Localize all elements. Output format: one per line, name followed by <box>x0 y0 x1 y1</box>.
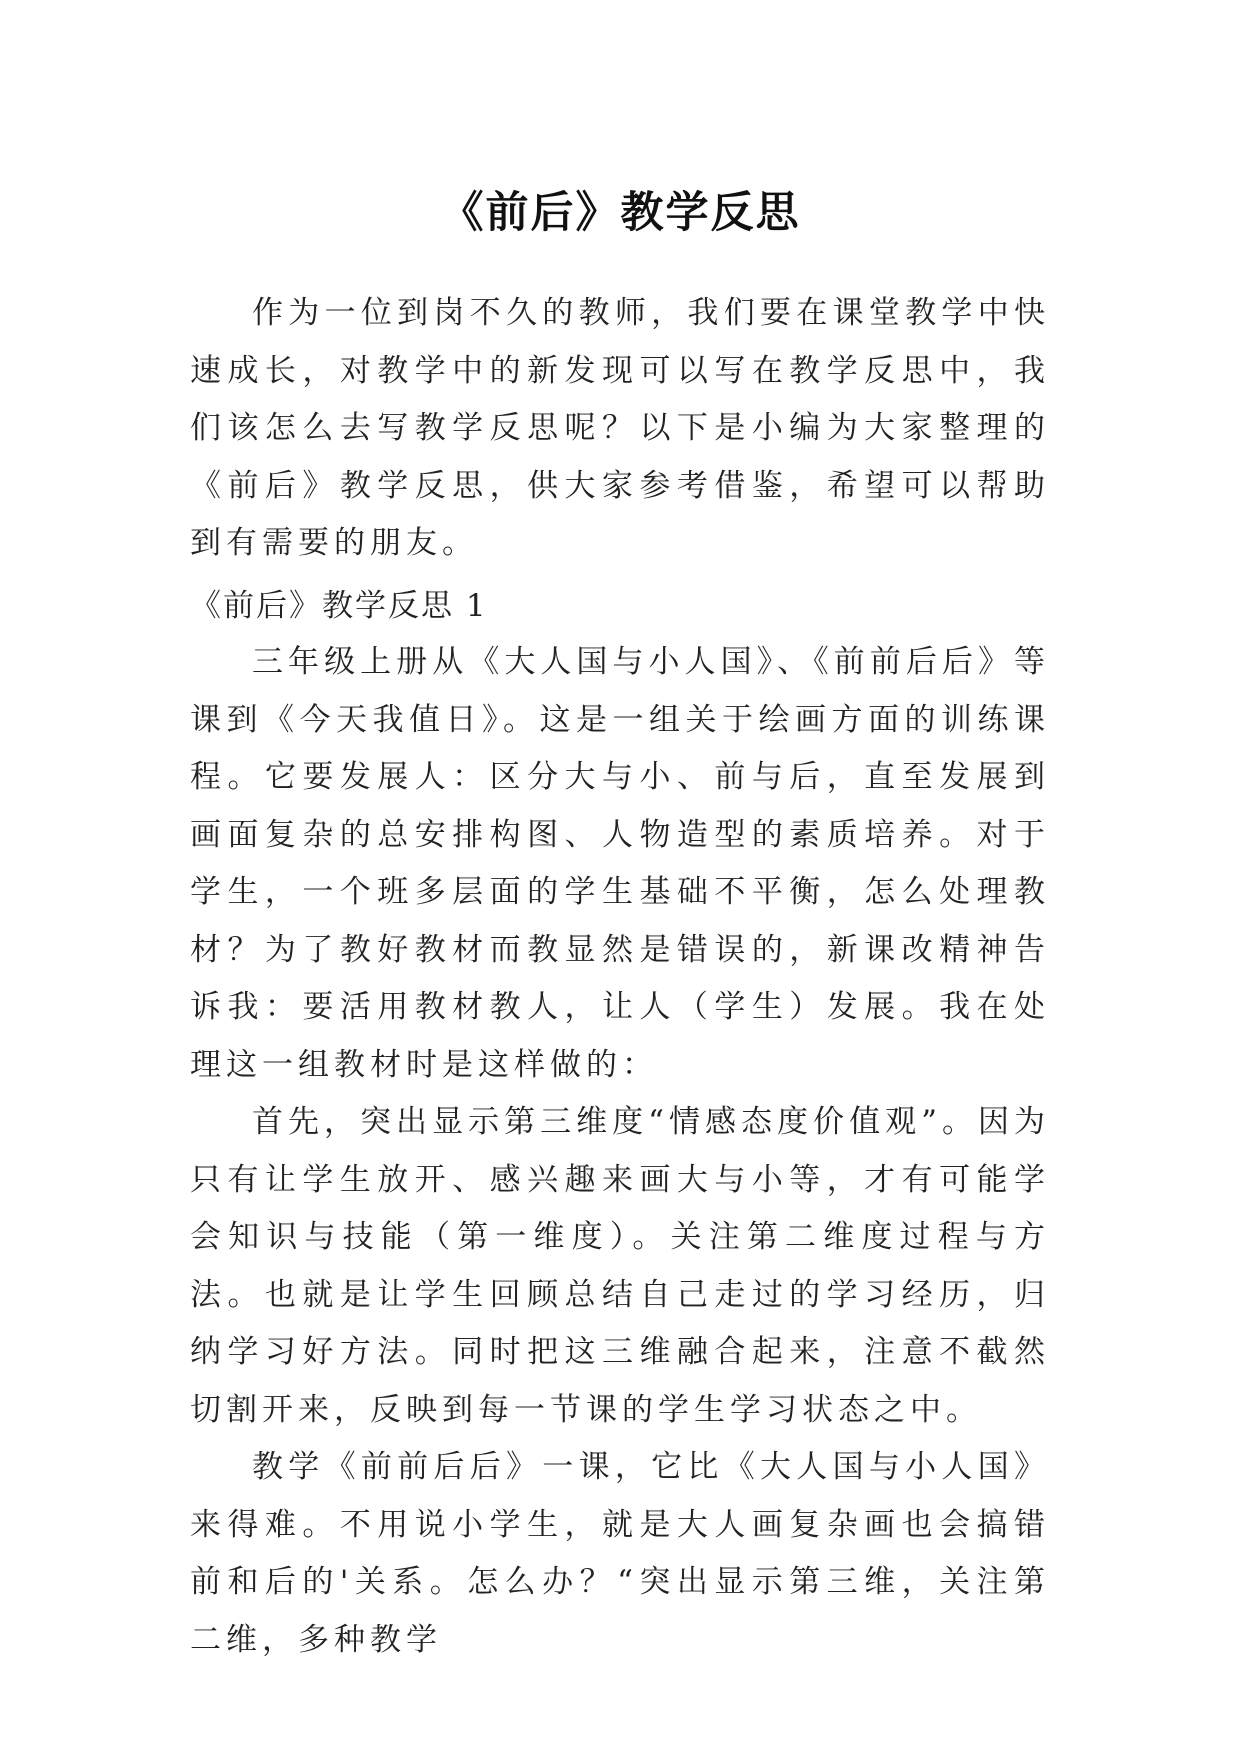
section-heading: 《前后》教学反思 1 <box>190 588 488 624</box>
intro-paragraph: 作为一位到岗不久的教师，我们要在课堂教学中快速成长，对教学中的新发现可以写在教学反思中，我们该怎么去写教学反思呢？以下是小编为大家整理的《前后》教学反思，供大家参考借鉴，希望可以帮助到有需要的朋友。 <box>190 295 1050 561</box>
section-body <box>190 634 1050 1669</box>
body-paragraph-3: 教学《前前后后》一课，它比《大人国与小人国》来得难。不用说小学生，就是大人画复杂画也会搞错前和后的'关系。怎么办？“突出显示第三维，关注第二维，多种教学 <box>190 1449 1050 1658</box>
body-paragraph-2: 首先，突出显示第三维度“情感态度价值观”。因为只有让学生放开、感兴趣来画大与小等，才有可能学会知识与技能（第一维度）。关注第二维度过程与方法。也就是让学生回顾总结自己走过的学习经历，归纳学习好方法。同时把这三维融合起来，注意不截然切割开来，反映到每一节课的学生学习状态之中。 <box>190 1104 1050 1428</box>
document-title: 《前后》教学反思 <box>440 187 801 238</box>
intro-block <box>190 285 1050 573</box>
body-paragraph-1: 三年级上册从《大人国与小人国》、《前前后后》等课到《今天我值日》。这是一组关于绘画方面的训练课程。它要发展人：区分大与小、前与后，直至发展到画面复杂的总安排构图、人物造型的素质培养。对于学生，一个班多层面的学生基础不平衡，怎么处理教材？为了教好教材而教显然是错误的，新课改精神告诉我：要活用教材教人，让人（学生）发展。我在处理这一组教材时是这样做的： <box>190 644 1050 1083</box>
